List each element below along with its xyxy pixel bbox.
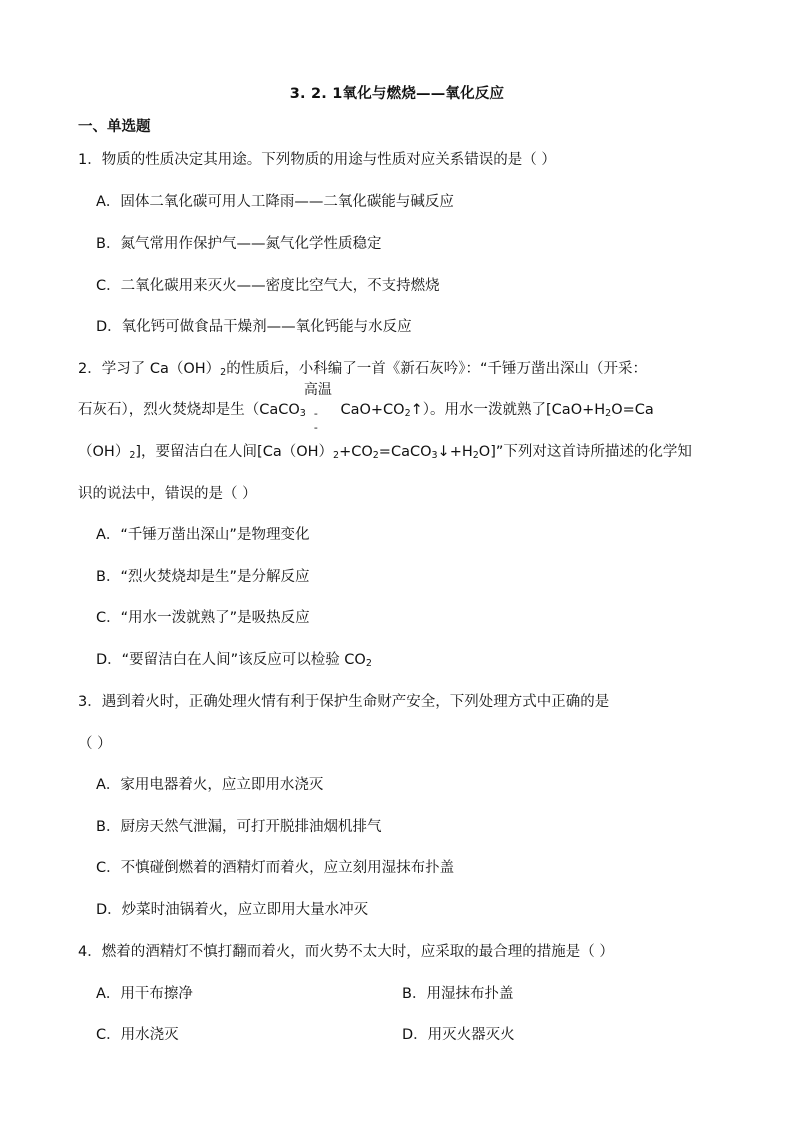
question-2-option-d: D．“要留洁白在人间”该反应可以检验 $CO_2$	[96, 652, 372, 669]
question-4-option-b: B．用湿抹布扑盖	[402, 986, 514, 1002]
question-3-stem: 3．遇到着火时，正确处理火情有利于保护生命财产安全，下列处理方式中正确的是	[78, 694, 610, 710]
question-1-stem: 1．物质的性质决定其用途。下列物质的用途与性质对应关系错误的是（ ）	[78, 152, 556, 168]
question-2-stem-line-1: 2．学习了 $Ca(OH)_2$的性质后，小科编了一首《新石灰吟》：“千锤万凿出深山（开采：	[78, 361, 647, 378]
question-1-option-b: B．氮气常用作保护气——氮气化学性质稳定	[96, 236, 382, 252]
question-2-stem-line-3: $(OH)_2$]，要留洁白在人间$[Ca(OH)_2+CO_2=CaCO_3↓+H_2O]$”下列对这首诗所描述的化学知	[78, 444, 692, 461]
reaction-condition: 高温 - -	[303, 382, 332, 434]
question-2-option-a: A．“千锤万凿出深山”是物理变化	[96, 527, 310, 543]
question-3-option-d: D．炒菜时油锅着火，应立即用大量水冲灭	[96, 902, 369, 918]
question-3-option-b: B．厨房天然气泄漏，可打开脱排油烟机排气	[96, 819, 382, 835]
question-1-option-d: D．氧化钙可做食品干燥剂——氧化钙能与水反应	[96, 319, 412, 335]
question-4-stem: 4．燃着的酒精灯不慎打翻而着火，而火势不太大时，应采取的最合理的措施是（ ）	[78, 944, 614, 960]
question-3-option-a: A．家用电器着火，应立即用水浇灭	[96, 777, 324, 793]
question-2-option-c: C．“用水一泼就熟了”是吸热反应	[96, 610, 310, 626]
question-4-option-d: D．用灭火器灭火	[402, 1027, 515, 1043]
question-2-stem-line-4: 识的说法中，错误的是（ ）	[78, 486, 257, 502]
document-title: 3. 2. 1氧化与燃烧——氧化反应	[289, 86, 505, 102]
question-1-option-c: C．二氧化碳用来灭火——密度比空气大，不支持燃烧	[96, 278, 440, 294]
section-heading: 一、单选题	[78, 119, 151, 135]
question-4-option-c: C．用水浇灭	[96, 1027, 179, 1043]
question-2-option-b: B．“烈火焚烧却是生”是分解反应	[96, 569, 310, 585]
question-4-option-a: A．用干布擦净	[96, 986, 193, 1002]
question-3-option-c: C．不慎碰倒燃着的酒精灯而着火，应立刻用湿抹布扑盖	[96, 860, 455, 876]
question-2-stem-line-2: 石灰石），烈火焚烧却是生（CaCO$_3$ 高温 - - $CaO+CO_2↑$）。用水一泼就熟了[$CaO+H_2O=Ca$	[78, 382, 654, 434]
question-3-stem-paren: （ ）	[78, 736, 112, 752]
question-1-option-a: A．固体二氧化碳可用人工降雨——二氧化碳能与碱反应	[96, 194, 454, 210]
